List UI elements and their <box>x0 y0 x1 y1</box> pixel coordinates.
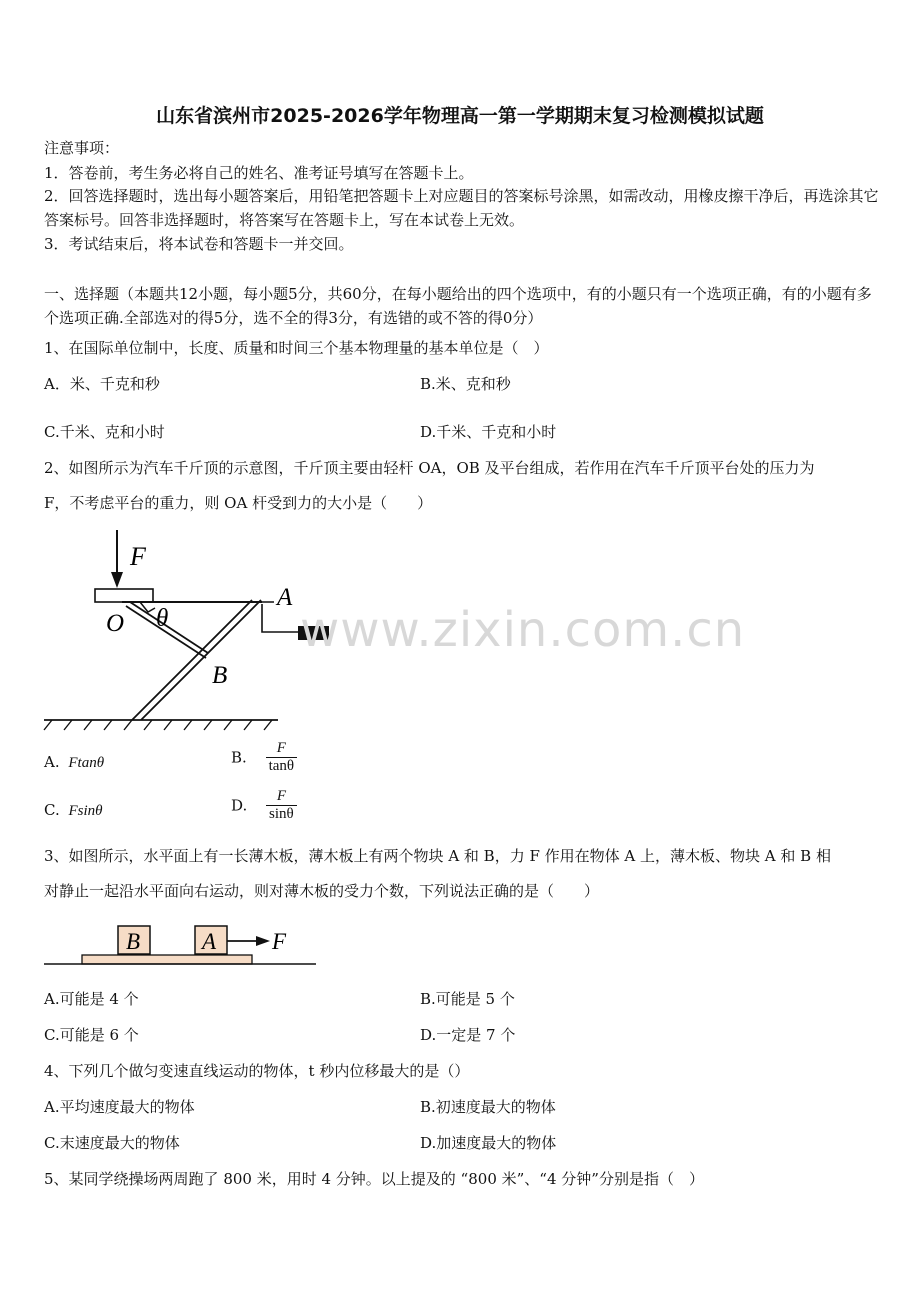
q4-option-d[interactable]: D.加速度最大的物体 <box>420 1134 557 1152</box>
q2-option-d-label: D. <box>231 796 248 815</box>
q2-option-a[interactable] <box>44 753 104 772</box>
question-5-stem: 5、某同学绕操场两周跑了 800 米，用时 4 分钟。以上提及的 “800 米”、“4 分钟”分别是指（ ） <box>44 1170 704 1188</box>
block-label-a: A <box>202 929 217 954</box>
notice-item: 2．回答选择题时，选出每小题答案后，用铅笔把答题卡上对应题目的答案标号涂黑，如需改动，用橡皮擦干净后，再选涂其它答案标号。回答非选择题时，将答案写在答题卡上，写在本试卷上无效。 <box>44 187 879 229</box>
q2-option-c-expr: Fsinθ <box>68 803 103 819</box>
fraction-denominator: sinθ <box>269 806 294 822</box>
q2-option-c-label: C. <box>44 801 60 819</box>
label-a: A <box>277 584 293 611</box>
notice-item: 1．答卷前，考生务必将自己的姓名、准考证号填写在答题卡上。 <box>44 164 474 182</box>
fraction-denominator: tanθ <box>268 758 295 774</box>
label-b: B <box>212 662 228 689</box>
watermark: www.zixin.com.cn <box>300 602 746 658</box>
notice-heading: 注意事项： <box>44 139 120 157</box>
q4-option-a[interactable]: A.平均速度最大的物体 <box>44 1098 195 1116</box>
q3-option-a[interactable]: A.可能是 4 个 <box>44 990 139 1008</box>
q3-option-d[interactable]: D.一定是 7 个 <box>420 1026 516 1044</box>
q2-option-a-label: A. <box>44 753 60 771</box>
q3-option-c[interactable]: C.可能是 6 个 <box>44 1026 139 1044</box>
q2-option-c[interactable] <box>44 801 103 820</box>
question-2-stem: 2、如图所示为汽车千斤顶的示意图，千斤顶主要由轻杆 OA，OB 及平台组成，若作用在汽车千斤顶平台处的压力为 <box>44 459 815 477</box>
q1-option-a[interactable]: A．米、千克和秒 <box>44 375 160 393</box>
q3-option-b[interactable]: B.可能是 5 个 <box>420 990 515 1008</box>
question-3-stem: 3、如图所示，水平面上有一长薄木板，薄木板上有两个物块 A 和 B，力 F 作用在物体 A 上，薄木板、物块 A 和 B 相 <box>44 847 831 865</box>
label-o: O <box>106 610 125 637</box>
q1-option-d[interactable]: D.千米、千克和小时 <box>420 423 557 441</box>
q4-option-c[interactable]: C.末速度最大的物体 <box>44 1134 180 1152</box>
q1-option-c[interactable]: C.千米、克和小时 <box>44 423 165 441</box>
question-2-stem-cont: F，不考虑平台的重力，则 OA 杆受到力的大小是（ ） <box>44 494 433 512</box>
q2-option-b-label: B. <box>231 748 247 767</box>
q2-option-b-fraction <box>266 740 298 775</box>
page-title: 山东省滨州市2025-2026学年物理高一第一学期期末复习检测模拟试题 <box>156 105 764 127</box>
question-4-stem: 4、下列几个做匀变速直线运动的物体，t 秒内位移最大的是（） <box>44 1062 470 1080</box>
q2-option-d-fraction <box>266 788 297 823</box>
question-3-stem-cont: 对静止一起沿水平面向右运动，则对薄木板的受力个数，下列说法正确的是（ ） <box>44 882 600 900</box>
jack-diagram <box>40 528 340 733</box>
force-label-f: F <box>130 542 146 571</box>
block-label-b: B <box>126 929 141 954</box>
q2-option-d[interactable] <box>231 788 297 823</box>
fraction-numerator: F <box>266 788 297 806</box>
section-heading: 一、选择题（本题共12小题，每小题5分，共60分，在每小题给出的四个选项中，有的小题只有一个选项正确，有的小题有多个选项正确.全部选对的得5分，选不全的得3分，有选错的或不答的得0分） <box>44 285 872 327</box>
notice-item: 3．考试结束后，将本试卷和答题卡一并交回。 <box>44 235 354 253</box>
q1-option-b[interactable]: B.米、克和秒 <box>420 375 511 393</box>
q2-option-a-expr: Ftanθ <box>68 755 105 771</box>
label-theta: θ <box>156 605 169 632</box>
q2-option-b[interactable] <box>231 740 297 775</box>
force-label-f: F <box>272 929 287 954</box>
q4-option-b[interactable]: B.初速度最大的物体 <box>420 1098 556 1116</box>
fraction-numerator: F <box>266 740 298 758</box>
question-1-stem: 1、在国际单位制中，长度、质量和时间三个基本物理量的基本单位是（ ） <box>44 339 549 357</box>
blocks-diagram <box>40 920 330 972</box>
